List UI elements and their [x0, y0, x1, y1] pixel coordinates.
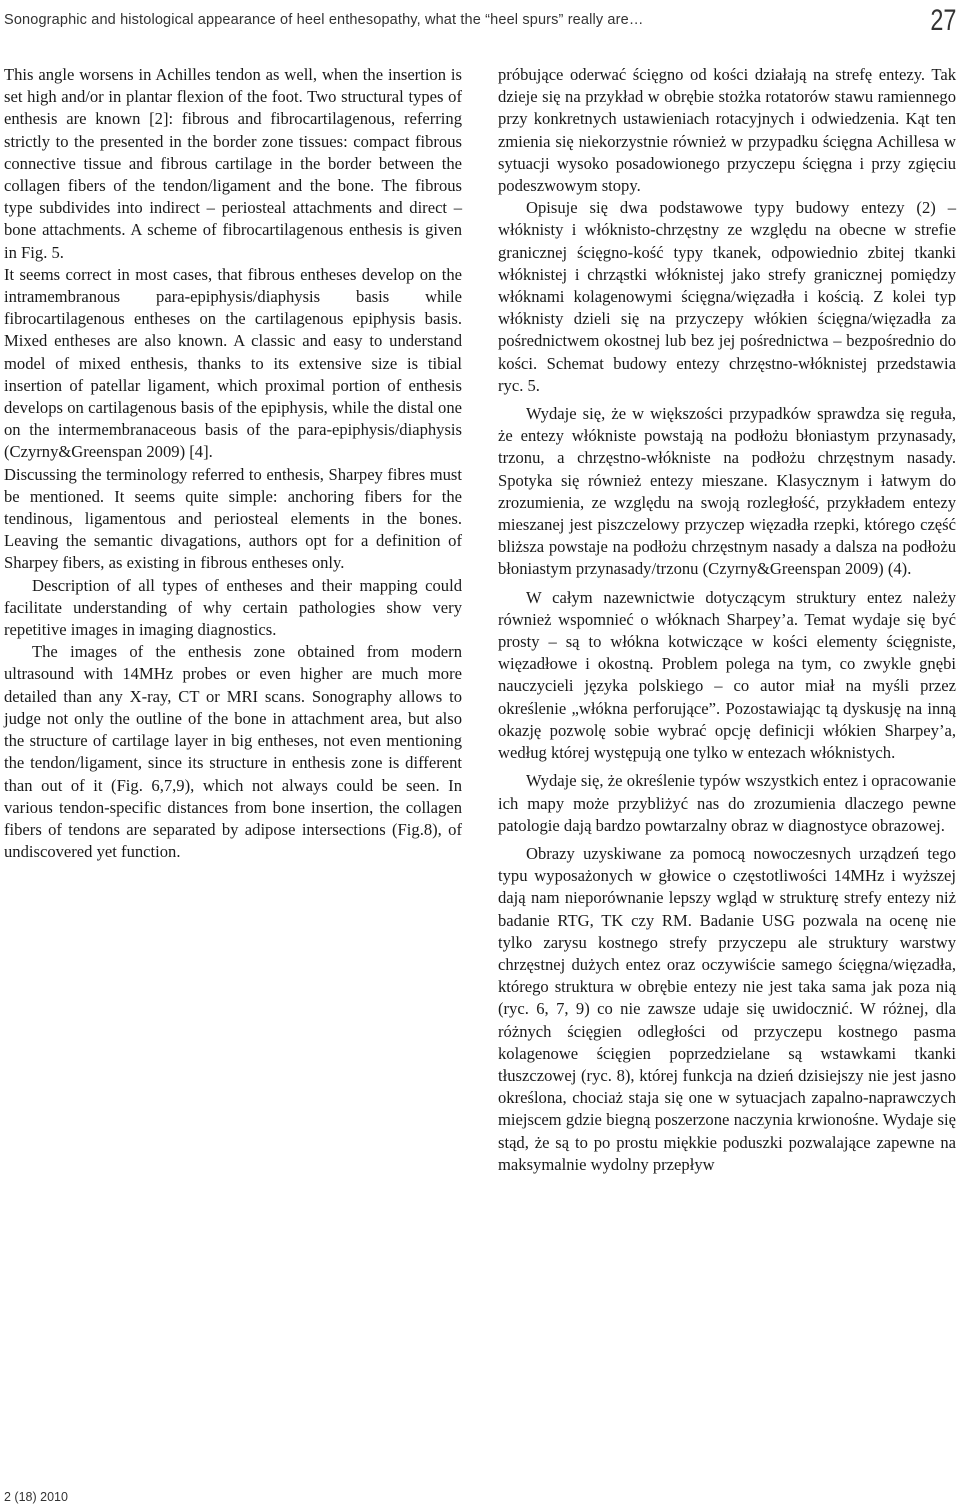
polish-paragraph-1: próbujące oderwać ścięgno od kości działają na strefę entezy. Tak dzieje się na przykład w obrębie stożka rotatorów stawu ramiennego przy konkretnych ustawieniach rotacyjnych i odwiedzenia. Kąt ten zmienia się niekorzystnie również w przypadku ścięgna Achillesa w sytuacji wysoko posadowionego przyczepu ścięgna i przy zgięciu podeszwowym stopy.	[498, 65, 956, 196]
polish-paragraph-4: W całym nazewnictwie dotyczącym struktury entez należy również wspomnieć o włóknach Sharpey’a. Temat wydaje się być prosty – są to włókna kotwiczące w kości elementy ścięgniste, więzadłowe i okostną. Problem polega na tym, co zwykle gnębi nauczycieli języka polskiego – co autor miał na myśli przez określenie „włókna perforujące”. Pozostawiając tą dyskusję na inną okazję pozwolę sobie wybrać opcję definicji włókien Sharpey’a, według której występują one tylko w entezach włóknistych.	[498, 587, 956, 763]
page-number: 27	[929, 4, 956, 37]
polish-paragraph-2: Opisuje się dwa podstawowe typy budowy entezy (2) – włóknisty i włóknisto-chrzęstny ze względu na obecne w strefie granicznej ścięgno-kość typy tkanek, odpowiednio zbitej tkanki włóknistej i chrząstki włóknistej jako strefy granicznej pomiędzy włóknami kolagenowymi ścięgna/więzadła i kością. Z kolei typ włóknisty dzieli się na przyczepy włókien ścięgna/więzadła za pośrednictwem okostnej lub bez jej pośrednictwa – bezpośrednio do kości. Schemat budowy entezy chrzęstno-włóknistej przedstawia ryc. 5.	[498, 198, 956, 395]
issue-footer: 2 (18) 2010	[4, 1490, 68, 1504]
polish-paragraph-6: Obrazy uzyskiwane za pomocą nowoczesnych urządzeń tego typu wyposażonych w głowice o częstotliwości 14MHz i wyższej dają nam nieporównanie lepszy wgląd w strukturę strefy entezy niż badanie RTG, TK czy RM. Badanie USG pozwala na ocenę nie tylko zarysu kostnego strefy przyczepu ale struktury warstwy chrzęstnej dużych entez oraz oczywiście samego ścięgna/więzadła, którego struktura w obrębie entezy nie jest taka sama jak poza nią (ryc. 6, 7, 9) co nie zawsze udaje się uwidocznić. W różnej, dla różnych ścięgien odległości od przyczepu kostnego pasma kolagenowe ścięgien poprzedzielane są wstawkami tkanki tłuszczowej (ryc. 8), której funkcja na dzień dzisiejszy nie jest jasno określona, chociaż staja się one w sytuacjach zapalno-naprawczych miejscem gdzie biegną poszerzone naczynia krwionośne. Wydaje się stąd, że są to po prostu miękkie poduszki pozwalające zapewne na maksymalnie wydolny przepływ	[498, 843, 956, 1174]
english-column	[4, 64, 462, 863]
running-header	[4, 6, 956, 46]
polish-column	[498, 64, 956, 1176]
english-paragraph-1: This angle worsens in Achilles tendon as well, when the insertion is set high and/or in plantar flexion of the foot. Two structural types of enthesis are known [2]: fibrous and fibrocartilagenous, referring strictly to the presented in the border zone tissues: compact fibrous connective tissue and fibrous cartilage in the border between the collagen fibers of the tendon/ligament and the bone. The fibrous type subdivides into indirect – periosteal attachments and direct – bone attachments. A scheme of fibrocartilagenous enthesis is given in Fig. 5.	[4, 65, 462, 262]
english-paragraph-2: It seems correct in most cases, that fibrous entheses develop on the intramembranous para-epiphysis/diaphysis basis while fibrocartilagenous entheses on the cartilagenous epiphysis basis. Mixed entheses are also known. A classic and easy to understand model of mixed enthesis, thanks to its extensive size is tibial insertion of patellar ligament, which proximal portion of enthesis develops on cartilagenous basis of the epiphysis, while the distal one on the intermembranaceous basis of the para-epiphysis/diaphysis (Czyrny&Greenspan 2009) [4].	[4, 264, 462, 462]
english-paragraph-3: Discussing the terminology referred to enthesis, Sharpey fibres must be mentioned. It seems quite simple: anchoring fibers for the tendinous, ligamentous and periosteal elements in the bones. Leaving the semantic divagations, authors opt for a definition of Sharpey fibers, as existing in fibrous entheses only.	[4, 464, 462, 573]
english-paragraph-4: Description of all types of entheses and their mapping could facilitate understanding of why certain pathologies show very repetitive images in imaging diagnostics.	[4, 575, 462, 640]
polish-paragraph-3: Wydaje się, że w większości przypadków sprawdza się reguła, że entezy włókniste powstają na podłożu błoniastym przynasady, trzonu, a chrzęstno-włókniste na podłożu chrzęstnym nasady. Spotyka się również entezy mieszane. Klasycznym i łatwym do zrozumienia, ze względu na swoją rozległość, przykładem entezy mieszanej jest piszczelowy przyczep więzadła rzepki, którego część bliższa powstaje na podłożu chrzęstnym nasady a dalsza na podłożu błoniastym przynasady/trzonu (Czyrny&Greenspan 2009) (4).	[498, 404, 956, 579]
running-title: Sonographic and histological appearance of heel enthesopathy, what the “heel spurs” really are…	[4, 12, 644, 28]
polish-paragraph-5: Wydaje się, że określenie typów wszystkich entez i opracowanie ich mapy może przybliżyć nas do zrozumienia dlaczego pewne patologie dają bardzo powtarzalny obraz w diagnostyce obrazowej.	[498, 771, 956, 835]
english-paragraph-5: The images of the enthesis zone obtained from modern ultrasound with 14MHz probes or even higher are much more detailed than any X-ray, CT or MRI scans. Sonography allows to judge not only the outline of the bone in attachment area, but also the structure of cartilage layer in big entheses, not even mentioning the tendon/ligament, since its structure in enthesis zone is different than out of it (Fig. 6,7,9), which not always could be seen. In various tendon-specific distances from bone insertion, the collagen fibers of tendons are separated by adipose intersections (Fig.8), of undiscovered yet function.	[4, 642, 462, 862]
